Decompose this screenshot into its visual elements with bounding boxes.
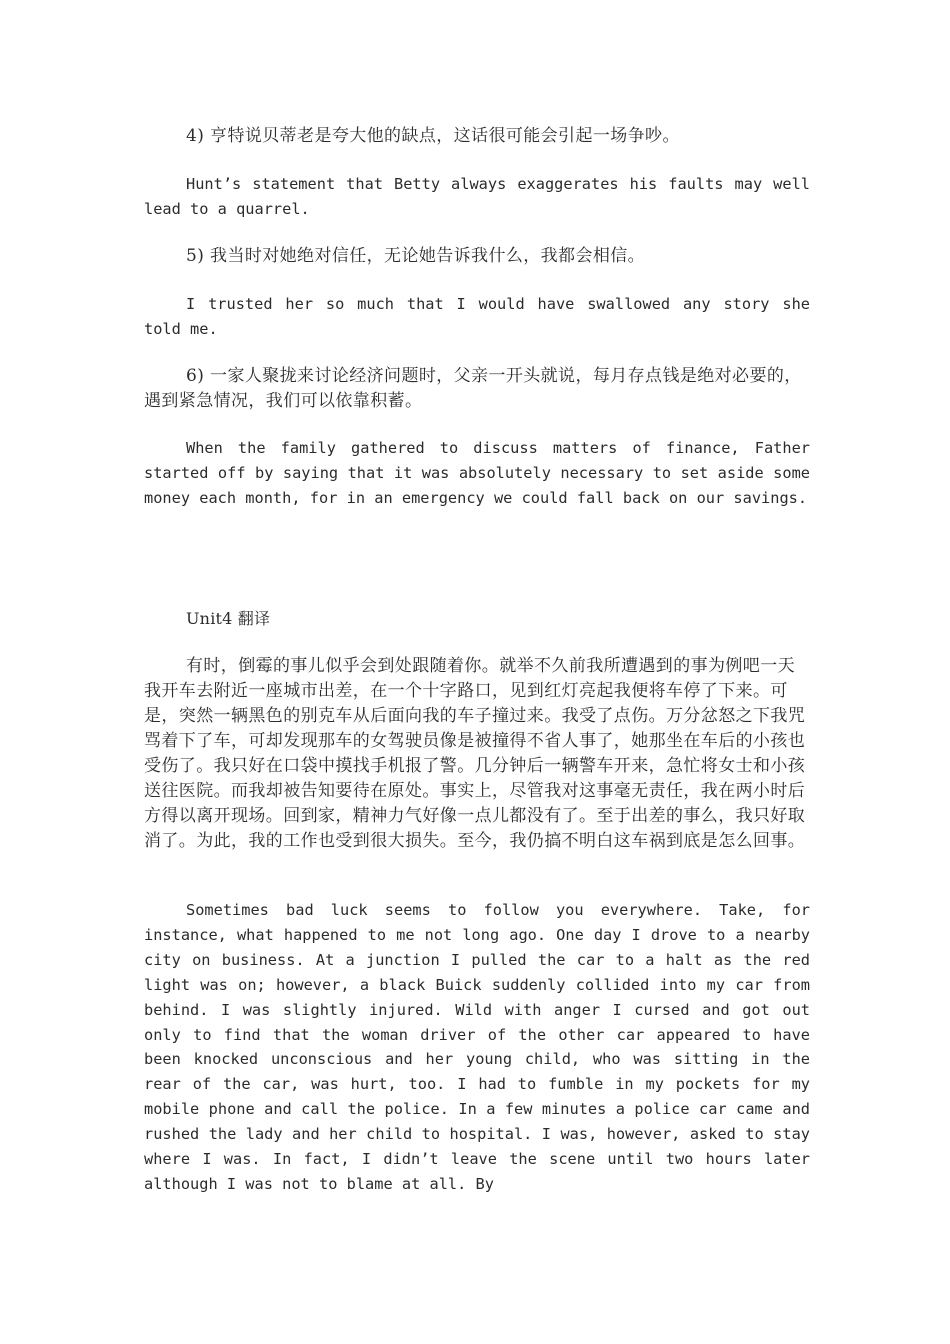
item-4-chinese: 4) 亨特说贝蒂老是夸大他的缺点，这话很可能会引起一场争吵。 bbox=[186, 126, 680, 146]
item-6-chinese: 6) 一家人聚拢来讨论经济问题时，父亲一开头就说，每月存点钱是绝对必要的，遇到紧急情况，我们可以依靠积蓄。 bbox=[144, 366, 802, 411]
item-5-english: I trusted her so much that I would have swallowed any story she told me. bbox=[144, 295, 810, 338]
passage-english: Sometimes bad luck seems to follow you everywhere. Take, for instance, what happened to me not long ago. One day I drove to a nearby city on business. At a junction I pulled the car to a halt as the red light was on; however, a black Buick suddenly collided into my car from behind. I was slightly injured. Wild with anger I cursed and got out only to find that the woman driver of the other car appeared to have been knocked unconscious and her young child, who was sitting in the rear of the car, was hurt, too. I had to fumble in my pockets for my mobile phone and call the police. In a few minutes a police car came and rushed the lady and her child to hospital. I was, however, asked to stay where I was. In fact, I didn’t leave the scene until two hours later although I was not to blame at all. By bbox=[144, 901, 810, 1193]
passage-chinese: 有时，倒霉的事儿似乎会到处跟随着你。就举不久前我所遭遇到的事为例吧一天我开车去附近一座城市出差，在一个十字路口，见到红灯亮起我便将车停了下来。可是，突然一辆黑色的别克车从后面向我的车子撞过来。我受了点伤。万分忿怒之下我咒骂着下了车，可却发现那车的女驾驶员像是被撞得不省人事了，她那坐在车后的小孩也受伤了。我只好在口袋中摸找手机报了警。几分钟后一辆警车开来，急忙将女士和小孩送往医院。而我却被告知要待在原处。事实上，尽管我对这事毫无责任，我在两小时后方得以离开现场。回到家，精神力气好像一点儿都没有了。至于出差的事么，我只好取消了。为此，我的工作也受到很大损失。至今，我仍搞不明白这车祸到底是怎么回事。 bbox=[144, 656, 806, 851]
unit-heading: Unit4 翻译 bbox=[186, 609, 271, 628]
item-6-english: When the family gathered to discuss matters of finance, Father started off by saying that it was absolutely necessary to set aside some money each month, for in an emergency we could fall back on our savings. bbox=[144, 439, 810, 507]
item-4-english: Hunt’s statement that Betty always exaggerates his faults may well lead to a quarrel. bbox=[144, 175, 810, 218]
item-5-chinese: 5) 我当时对她绝对信任，无论她告诉我什么，我都会相信。 bbox=[186, 246, 646, 266]
